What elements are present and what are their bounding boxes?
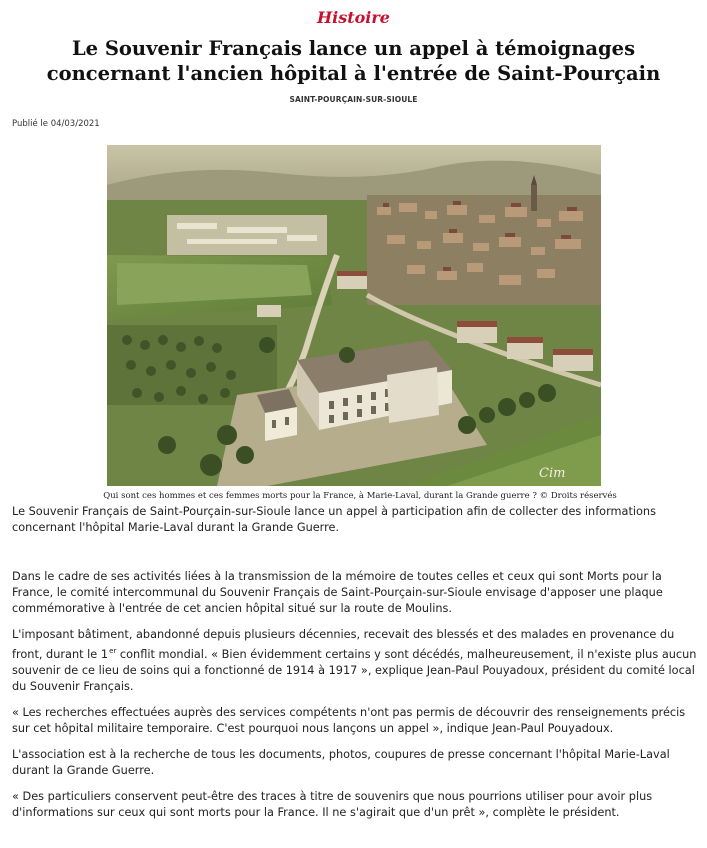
article-title	[20, 36, 687, 86]
paragraph-text: L'imposant bâtiment, abandonné depuis plusieurs décennies, recevait des blessés et des malades en provenance du front, durant le 1	[12, 628, 675, 661]
article-paragraph: Dans le cadre de ses activités liées à la transmission de la mémoire de toutes celles et ceux qui sont Morts pour la France, le comité intercommunal du Souvenir Français de Saint-Pourçain-sur-Sioule envisage d'apposer une plaque commémorative à l'entrée de cet ancien hôpital situé sur la route de Moulins.	[12, 570, 663, 615]
photo-signature: Cim	[539, 466, 566, 481]
article-lead: Le Souvenir Français de Saint-Pourçain-sur-Sioule lance un appel à participation afin de collecter des informations concernant l'hôpital Marie-Laval durant la Grande Guerre.	[12, 505, 656, 534]
article-title-line-2: concernant l'ancien hôpital à l'entrée de Saint-Pourçain	[46, 62, 661, 85]
article-paragraph	[12, 627, 700, 695]
photo-caption: Qui sont ces hommes et ces femmes morts pour la France, à Marie-Laval, durant la Grande guerre ? © Droits réservés	[103, 491, 617, 501]
article-paragraph: L'association est à la recherche de tous les documents, photos, coupures de presse concernant l'hôpital Marie-Laval durant la Grande Guerre.	[12, 747, 670, 777]
article-title-line-1: Le Souvenir Français lance un appel à témoignages	[71, 37, 636, 60]
aerial-photo-marie-laval-hospital	[107, 145, 601, 486]
paragraph-text: conflit mondial. « Bien évidemment certains y sont décédés, malheureusement, il n'existe plus aucun souvenir de ce lieu de soins qui a fonctionné de 1914 à 1917 », explique Jean-Paul Pouyadoux, président du comité local du Souvenir Français.	[12, 647, 697, 693]
ordinal-superscript: er	[109, 647, 117, 655]
article-paragraph: « Les recherches effectuées auprès des services compétents n'ont pas permis de découvrir des renseignements précis sur cet hôpital militaire temporaire. C'est pourquoi nous lançons un appel », indique Jean-Paul Pouyadoux.	[12, 705, 686, 735]
article-paragraph: « Des particuliers conservent peut-être des traces à titre de souvenirs que nous pourrions utiliser pour avoir plus d'informations sur ceux qui sont morts pour la France. Il ne s'agirait que d'un prêt », complète le président.	[12, 789, 653, 819]
article-body	[12, 504, 700, 831]
section-rubric[interactable]: Histoire	[317, 8, 390, 27]
location-tag[interactable]: SAINT-POURÇAIN-SUR-SIOULE	[289, 95, 418, 104]
publish-date: Publié le 04/03/2021	[12, 119, 100, 129]
